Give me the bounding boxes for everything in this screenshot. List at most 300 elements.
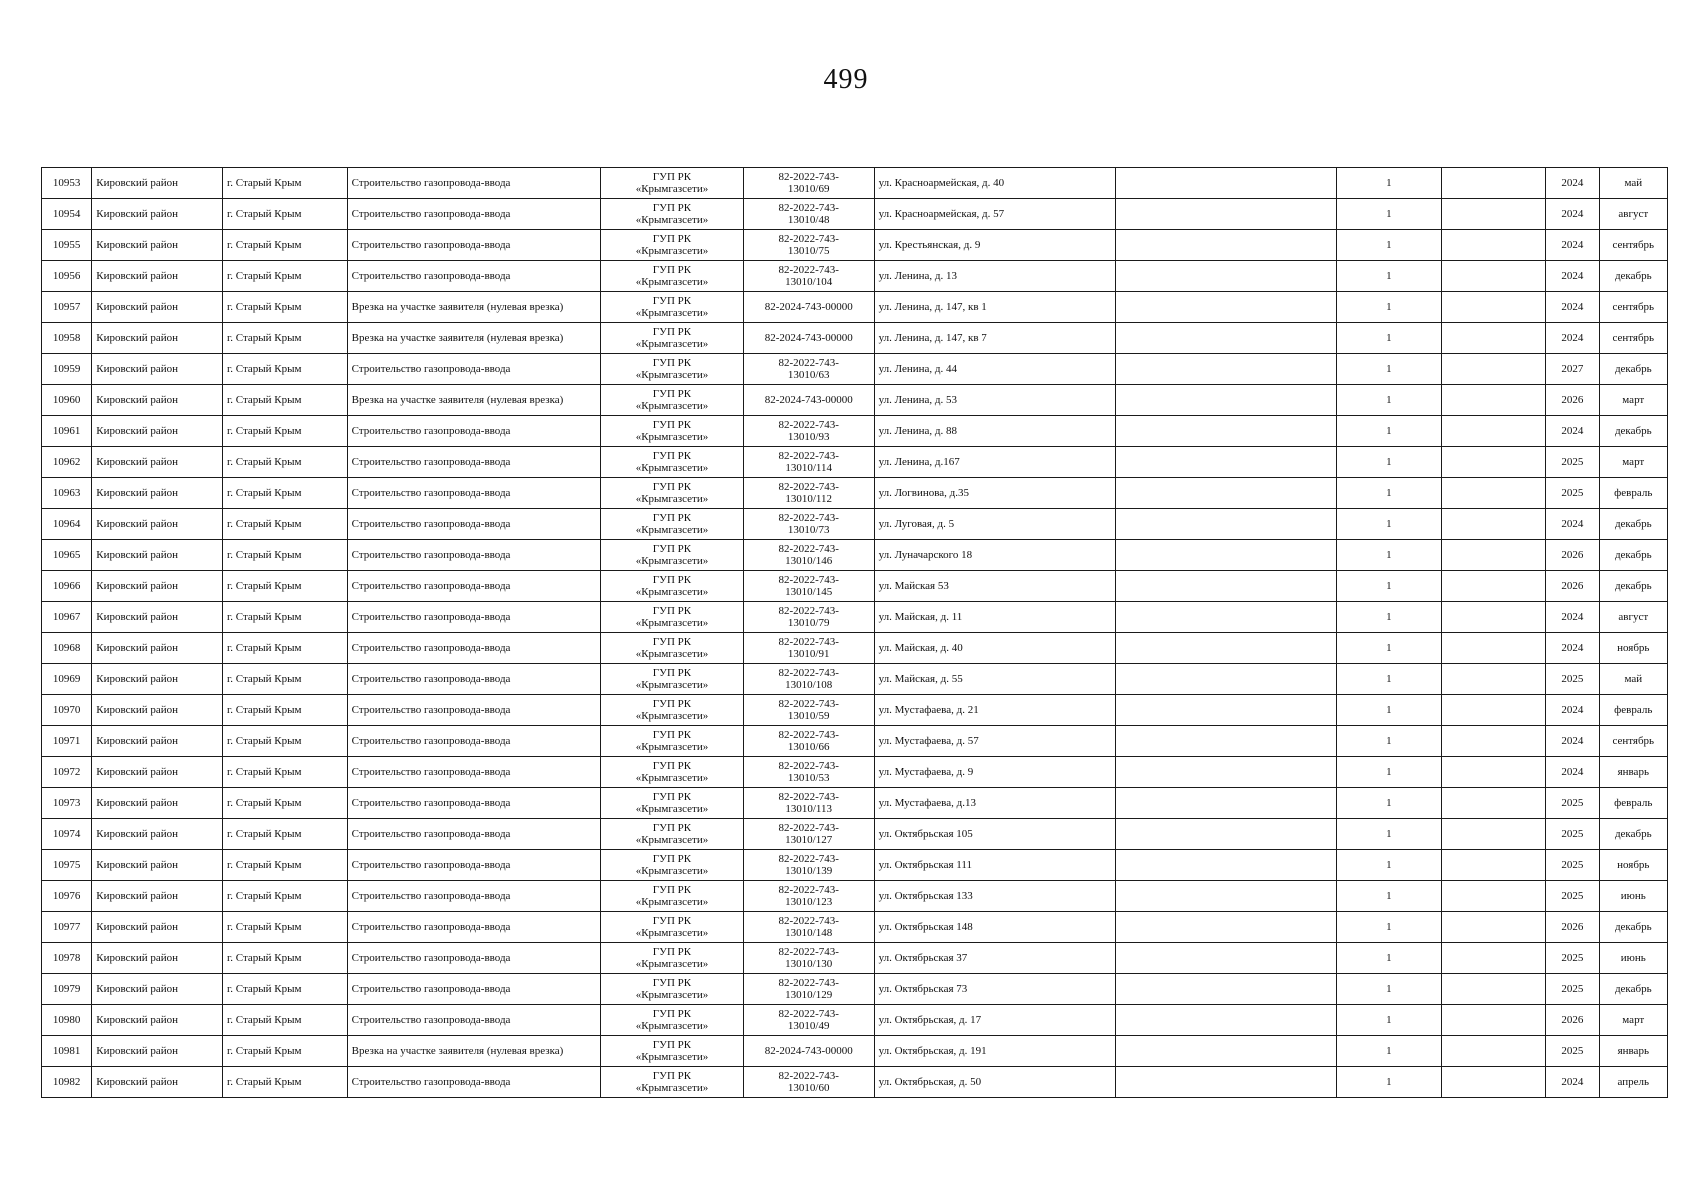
month-cell: декабрь <box>1599 571 1667 602</box>
application-code-suffix: 13010/104 <box>785 276 833 288</box>
address-cell: ул. Октябрьская, д. 50 <box>874 1067 1115 1098</box>
table-row <box>42 571 1668 602</box>
work-type-cell: Строительство газопровода-ввода <box>347 881 600 912</box>
year-cell: 2024 <box>1546 602 1599 633</box>
application-code-prefix: 82-2022-743- <box>778 760 839 772</box>
month-cell: сентябрь <box>1599 292 1667 323</box>
year-cell: 2025 <box>1546 447 1599 478</box>
organization-brand: «Крымгазсети» <box>635 648 709 660</box>
quantity-cell: 1 <box>1337 695 1442 726</box>
year-cell: 2024 <box>1546 726 1599 757</box>
empty-cell <box>1441 1067 1546 1098</box>
district-cell: Кировский район <box>92 788 223 819</box>
organization-brand: «Крымгазсети» <box>635 1020 709 1032</box>
month-cell: декабрь <box>1599 912 1667 943</box>
organization-cell <box>601 819 744 850</box>
application-code-cell <box>743 230 874 261</box>
address-cell: ул. Октябрьская 37 <box>874 943 1115 974</box>
city-cell: г. Старый Крым <box>222 974 347 1005</box>
year-cell: 2026 <box>1546 540 1599 571</box>
empty-cell <box>1115 261 1336 292</box>
month-cell: февраль <box>1599 695 1667 726</box>
address-cell: ул. Майская, д. 40 <box>874 633 1115 664</box>
district-cell: Кировский район <box>92 540 223 571</box>
organization-cell <box>601 974 744 1005</box>
organization-brand: «Крымгазсети» <box>635 524 709 536</box>
organization-cell <box>601 261 744 292</box>
application-code-cell <box>743 385 874 416</box>
district-cell: Кировский район <box>92 478 223 509</box>
year-cell: 2026 <box>1546 385 1599 416</box>
year-cell: 2026 <box>1546 1005 1599 1036</box>
application-code-prefix: 82-2022-743- <box>778 202 839 214</box>
address-cell: ул. Ленина, д. 147, кв 7 <box>874 323 1115 354</box>
application-code-prefix: 82-2022-743- <box>778 1008 839 1020</box>
city-cell: г. Старый Крым <box>222 571 347 602</box>
organization-name: ГУП РК <box>652 202 692 214</box>
city-cell: г. Старый Крым <box>222 819 347 850</box>
organization-cell <box>601 1036 744 1067</box>
organization-name: ГУП РК <box>652 481 692 493</box>
organization-brand: «Крымгазсети» <box>635 493 709 505</box>
address-cell: ул. Луговая, д. 5 <box>874 509 1115 540</box>
month-cell: июнь <box>1599 881 1667 912</box>
application-code-cell <box>743 974 874 1005</box>
application-code-suffix: 13010/66 <box>787 741 830 753</box>
city-cell: г. Старый Крым <box>222 881 347 912</box>
application-code-cell <box>743 261 874 292</box>
table-row <box>42 292 1668 323</box>
organization-brand: «Крымгазсети» <box>635 400 709 412</box>
row-number: 10954 <box>42 199 92 230</box>
address-cell: ул. Мустафаева, д. 21 <box>874 695 1115 726</box>
application-code-cell <box>743 323 874 354</box>
application-code-cell <box>743 695 874 726</box>
city-cell: г. Старый Крым <box>222 385 347 416</box>
application-code-suffix: 13010/63 <box>787 369 830 381</box>
organization-name: ГУП РК <box>652 543 692 555</box>
organization-brand: «Крымгазсети» <box>635 276 709 288</box>
empty-cell <box>1115 912 1336 943</box>
application-code-prefix: 82-2022-743- <box>778 822 839 834</box>
application-code-suffix: 13010/112 <box>785 493 833 505</box>
application-code-suffix: 13010/129 <box>785 989 833 1001</box>
month-cell: апрель <box>1599 1067 1667 1098</box>
empty-cell <box>1115 292 1336 323</box>
row-number: 10972 <box>42 757 92 788</box>
organization-name: ГУП РК <box>652 729 692 741</box>
city-cell: г. Старый Крым <box>222 509 347 540</box>
table-row <box>42 540 1668 571</box>
application-code-cell <box>743 788 874 819</box>
empty-cell <box>1115 850 1336 881</box>
application-code-suffix: 13010/75 <box>787 245 830 257</box>
empty-cell <box>1115 974 1336 1005</box>
quantity-cell: 1 <box>1337 199 1442 230</box>
table-row <box>42 664 1668 695</box>
organization-name: ГУП РК <box>652 264 692 276</box>
organization-brand: «Крымгазсети» <box>635 462 709 474</box>
empty-cell <box>1115 633 1336 664</box>
address-cell: ул. Ленина, д.167 <box>874 447 1115 478</box>
empty-cell <box>1115 1067 1336 1098</box>
row-number: 10976 <box>42 881 92 912</box>
row-number: 10953 <box>42 168 92 199</box>
organization-name: ГУП РК <box>652 233 692 245</box>
month-cell: декабрь <box>1599 354 1667 385</box>
organization-cell <box>601 757 744 788</box>
organization-brand: «Крымгазсети» <box>635 958 709 970</box>
organization-cell <box>601 323 744 354</box>
organization-cell <box>601 633 744 664</box>
application-code-prefix: 82-2022-743- <box>778 605 839 617</box>
row-number: 10971 <box>42 726 92 757</box>
application-code-suffix: 13010/93 <box>787 431 830 443</box>
city-cell: г. Старый Крым <box>222 1067 347 1098</box>
empty-cell <box>1441 540 1546 571</box>
quantity-cell: 1 <box>1337 850 1442 881</box>
quantity-cell: 1 <box>1337 819 1442 850</box>
empty-cell <box>1441 261 1546 292</box>
row-number: 10962 <box>42 447 92 478</box>
district-cell: Кировский район <box>92 199 223 230</box>
year-cell: 2025 <box>1546 788 1599 819</box>
application-code-prefix: 82-2024-743-00000 <box>764 394 853 406</box>
row-number: 10957 <box>42 292 92 323</box>
work-type-cell: Строительство газопровода-ввода <box>347 819 600 850</box>
district-cell: Кировский район <box>92 447 223 478</box>
organization-cell <box>601 230 744 261</box>
organization-name: ГУП РК <box>652 512 692 524</box>
quantity-cell: 1 <box>1337 416 1442 447</box>
work-type-cell: Строительство газопровода-ввода <box>347 354 600 385</box>
work-type-cell: Строительство газопровода-ввода <box>347 974 600 1005</box>
year-cell: 2025 <box>1546 664 1599 695</box>
empty-cell <box>1441 230 1546 261</box>
quantity-cell: 1 <box>1337 633 1442 664</box>
organization-name: ГУП РК <box>652 419 692 431</box>
application-code-suffix: 13010/148 <box>785 927 833 939</box>
quantity-cell: 1 <box>1337 385 1442 416</box>
row-number: 10969 <box>42 664 92 695</box>
application-code-suffix: 13010/127 <box>785 834 833 846</box>
empty-cell <box>1115 602 1336 633</box>
empty-cell <box>1441 571 1546 602</box>
empty-cell <box>1441 602 1546 633</box>
application-code-prefix: 82-2022-743- <box>778 264 839 276</box>
row-number: 10966 <box>42 571 92 602</box>
work-type-cell: Врезка на участке заявителя (нулевая врезка) <box>347 292 600 323</box>
empty-cell <box>1441 850 1546 881</box>
empty-cell <box>1115 757 1336 788</box>
application-code-prefix: 82-2022-743- <box>778 977 839 989</box>
empty-cell <box>1441 447 1546 478</box>
table-row <box>42 1005 1668 1036</box>
empty-cell <box>1115 664 1336 695</box>
address-cell: ул. Красноармейская, д. 40 <box>874 168 1115 199</box>
application-code-suffix: 13010/49 <box>787 1020 830 1032</box>
work-type-cell: Строительство газопровода-ввода <box>347 571 600 602</box>
month-cell: январь <box>1599 1036 1667 1067</box>
year-cell: 2024 <box>1546 261 1599 292</box>
table-body <box>42 168 1668 1098</box>
organization-brand: «Крымгазсети» <box>635 369 709 381</box>
quantity-cell: 1 <box>1337 757 1442 788</box>
quantity-cell: 1 <box>1337 881 1442 912</box>
application-code-suffix: 13010/91 <box>787 648 830 660</box>
year-cell: 2024 <box>1546 757 1599 788</box>
table-row <box>42 509 1668 540</box>
organization-brand: «Крымгазсети» <box>635 865 709 877</box>
year-cell: 2025 <box>1546 1036 1599 1067</box>
quantity-cell: 1 <box>1337 1067 1442 1098</box>
application-code-prefix: 82-2022-743- <box>778 233 839 245</box>
organization-cell <box>601 695 744 726</box>
empty-cell <box>1441 199 1546 230</box>
address-cell: ул. Красноармейская, д. 57 <box>874 199 1115 230</box>
application-code-suffix: 13010/139 <box>785 865 833 877</box>
row-number: 10965 <box>42 540 92 571</box>
year-cell: 2026 <box>1546 571 1599 602</box>
organization-name: ГУП РК <box>652 977 692 989</box>
table-row <box>42 199 1668 230</box>
row-number: 10960 <box>42 385 92 416</box>
empty-cell <box>1441 974 1546 1005</box>
empty-cell <box>1115 230 1336 261</box>
quantity-cell: 1 <box>1337 943 1442 974</box>
year-cell: 2024 <box>1546 168 1599 199</box>
city-cell: г. Старый Крым <box>222 726 347 757</box>
row-number: 10982 <box>42 1067 92 1098</box>
district-cell: Кировский район <box>92 943 223 974</box>
application-code-prefix: 82-2022-743- <box>778 946 839 958</box>
application-code-suffix: 13010/146 <box>785 555 833 567</box>
application-code-cell <box>743 199 874 230</box>
row-number: 10961 <box>42 416 92 447</box>
table-row <box>42 757 1668 788</box>
quantity-cell: 1 <box>1337 664 1442 695</box>
empty-cell <box>1115 726 1336 757</box>
organization-cell <box>601 788 744 819</box>
table-row <box>42 1036 1668 1067</box>
table-row <box>42 726 1668 757</box>
address-cell: ул. Октябрьская 73 <box>874 974 1115 1005</box>
address-cell: ул. Луначарского 18 <box>874 540 1115 571</box>
address-cell: ул. Майская 53 <box>874 571 1115 602</box>
district-cell: Кировский район <box>92 571 223 602</box>
application-code-cell <box>743 447 874 478</box>
organization-name: ГУП РК <box>652 357 692 369</box>
organization-cell <box>601 1067 744 1098</box>
application-code-suffix: 13010/69 <box>787 183 830 195</box>
organization-cell <box>601 726 744 757</box>
organization-brand: «Крымгазсети» <box>635 307 709 319</box>
application-code-cell <box>743 819 874 850</box>
quantity-cell: 1 <box>1337 602 1442 633</box>
page-number: 499 <box>823 64 869 95</box>
work-type-cell: Строительство газопровода-ввода <box>347 850 600 881</box>
city-cell: г. Старый Крым <box>222 292 347 323</box>
row-number: 10958 <box>42 323 92 354</box>
empty-cell <box>1441 168 1546 199</box>
application-code-prefix: 82-2022-743- <box>778 915 839 927</box>
empty-cell <box>1441 695 1546 726</box>
organization-name: ГУП РК <box>652 698 692 710</box>
city-cell: г. Старый Крым <box>222 354 347 385</box>
city-cell: г. Старый Крым <box>222 757 347 788</box>
quantity-cell: 1 <box>1337 447 1442 478</box>
month-cell: ноябрь <box>1599 633 1667 664</box>
month-cell: май <box>1599 664 1667 695</box>
city-cell: г. Старый Крым <box>222 602 347 633</box>
organization-name: ГУП РК <box>652 636 692 648</box>
district-cell: Кировский район <box>92 974 223 1005</box>
empty-cell <box>1441 757 1546 788</box>
address-cell: ул. Логвинова, д.35 <box>874 478 1115 509</box>
row-number: 10981 <box>42 1036 92 1067</box>
application-code-prefix: 82-2022-743- <box>778 791 839 803</box>
empty-cell <box>1441 1036 1546 1067</box>
empty-cell <box>1115 943 1336 974</box>
district-cell: Кировский район <box>92 509 223 540</box>
year-cell: 2025 <box>1546 478 1599 509</box>
table-row <box>42 447 1668 478</box>
month-cell: сентябрь <box>1599 726 1667 757</box>
application-code-prefix: 82-2022-743- <box>778 574 839 586</box>
organization-name: ГУП РК <box>652 171 692 183</box>
organization-name: ГУП РК <box>652 450 692 462</box>
organization-name: ГУП РК <box>652 791 692 803</box>
application-code-cell <box>743 881 874 912</box>
empty-cell <box>1115 354 1336 385</box>
row-number: 10968 <box>42 633 92 664</box>
district-cell: Кировский район <box>92 881 223 912</box>
work-type-cell: Строительство газопровода-ввода <box>347 726 600 757</box>
table-row <box>42 385 1668 416</box>
empty-cell <box>1441 509 1546 540</box>
year-cell: 2026 <box>1546 912 1599 943</box>
address-cell: ул. Ленина, д. 44 <box>874 354 1115 385</box>
table-row <box>42 819 1668 850</box>
application-code-prefix: 82-2022-743- <box>778 450 839 462</box>
empty-cell <box>1115 540 1336 571</box>
empty-cell <box>1115 509 1336 540</box>
row-number: 10975 <box>42 850 92 881</box>
address-cell: ул. Октябрьская 148 <box>874 912 1115 943</box>
table-row <box>42 974 1668 1005</box>
empty-cell <box>1115 695 1336 726</box>
application-code-cell <box>743 664 874 695</box>
application-code-suffix: 13010/73 <box>787 524 830 536</box>
quantity-cell: 1 <box>1337 1005 1442 1036</box>
month-cell: сентябрь <box>1599 323 1667 354</box>
address-cell: ул. Майская, д. 11 <box>874 602 1115 633</box>
application-code-prefix: 82-2024-743-00000 <box>764 332 853 344</box>
quantity-cell: 1 <box>1337 261 1442 292</box>
empty-cell <box>1441 323 1546 354</box>
empty-cell <box>1115 168 1336 199</box>
application-code-cell <box>743 943 874 974</box>
application-code-suffix: 13010/114 <box>785 462 833 474</box>
application-code-prefix: 82-2024-743-00000 <box>764 301 853 313</box>
year-cell: 2025 <box>1546 881 1599 912</box>
month-cell: июнь <box>1599 943 1667 974</box>
organization-cell <box>601 602 744 633</box>
organization-brand: «Крымгазсети» <box>635 338 709 350</box>
work-type-cell: Строительство газопровода-ввода <box>347 602 600 633</box>
organization-cell <box>601 912 744 943</box>
month-cell: февраль <box>1599 478 1667 509</box>
organization-name: ГУП РК <box>652 574 692 586</box>
application-code-prefix: 82-2022-743- <box>778 636 839 648</box>
year-cell: 2024 <box>1546 199 1599 230</box>
quantity-cell: 1 <box>1337 974 1442 1005</box>
month-cell: ноябрь <box>1599 850 1667 881</box>
application-code-cell <box>743 571 874 602</box>
organization-cell <box>601 1005 744 1036</box>
address-cell: ул. Октябрьская 105 <box>874 819 1115 850</box>
application-code-cell <box>743 602 874 633</box>
quantity-cell: 1 <box>1337 912 1442 943</box>
row-number: 10980 <box>42 1005 92 1036</box>
empty-cell <box>1115 819 1336 850</box>
quantity-cell: 1 <box>1337 168 1442 199</box>
organization-cell <box>601 199 744 230</box>
district-cell: Кировский район <box>92 819 223 850</box>
organization-brand: «Крымгазсети» <box>635 927 709 939</box>
year-cell: 2024 <box>1546 292 1599 323</box>
organization-cell <box>601 509 744 540</box>
district-cell: Кировский район <box>92 602 223 633</box>
empty-cell <box>1115 385 1336 416</box>
application-code-cell <box>743 509 874 540</box>
address-cell: ул. Октябрьская 111 <box>874 850 1115 881</box>
organization-name: ГУП РК <box>652 822 692 834</box>
address-cell: ул. Мустафаева, д. 9 <box>874 757 1115 788</box>
city-cell: г. Старый Крым <box>222 540 347 571</box>
year-cell: 2024 <box>1546 230 1599 261</box>
work-type-cell: Врезка на участке заявителя (нулевая врезка) <box>347 385 600 416</box>
table-row <box>42 478 1668 509</box>
address-cell: ул. Октябрьская, д. 17 <box>874 1005 1115 1036</box>
work-type-cell: Строительство газопровода-ввода <box>347 633 600 664</box>
application-code-cell <box>743 354 874 385</box>
organization-name: ГУП РК <box>652 853 692 865</box>
address-cell: ул. Ленина, д. 13 <box>874 261 1115 292</box>
organization-name: ГУП РК <box>652 295 692 307</box>
work-type-cell: Строительство газопровода-ввода <box>347 757 600 788</box>
organization-name: ГУП РК <box>652 388 692 400</box>
table-row <box>42 416 1668 447</box>
work-type-cell: Строительство газопровода-ввода <box>347 788 600 819</box>
table-row <box>42 943 1668 974</box>
empty-cell <box>1441 788 1546 819</box>
table-row <box>42 602 1668 633</box>
table-row <box>42 323 1668 354</box>
empty-cell <box>1441 1005 1546 1036</box>
application-code-prefix: 82-2022-743- <box>778 357 839 369</box>
quantity-cell: 1 <box>1337 726 1442 757</box>
application-code-prefix: 82-2022-743- <box>778 729 839 741</box>
district-cell: Кировский район <box>92 726 223 757</box>
empty-cell <box>1115 881 1336 912</box>
application-code-prefix: 82-2022-743- <box>778 853 839 865</box>
city-cell: г. Старый Крым <box>222 168 347 199</box>
organization-brand: «Крымгазсети» <box>635 431 709 443</box>
organization-name: ГУП РК <box>652 760 692 772</box>
organization-brand: «Крымгазсети» <box>635 1082 709 1094</box>
application-code-prefix: 82-2022-743- <box>778 543 839 555</box>
